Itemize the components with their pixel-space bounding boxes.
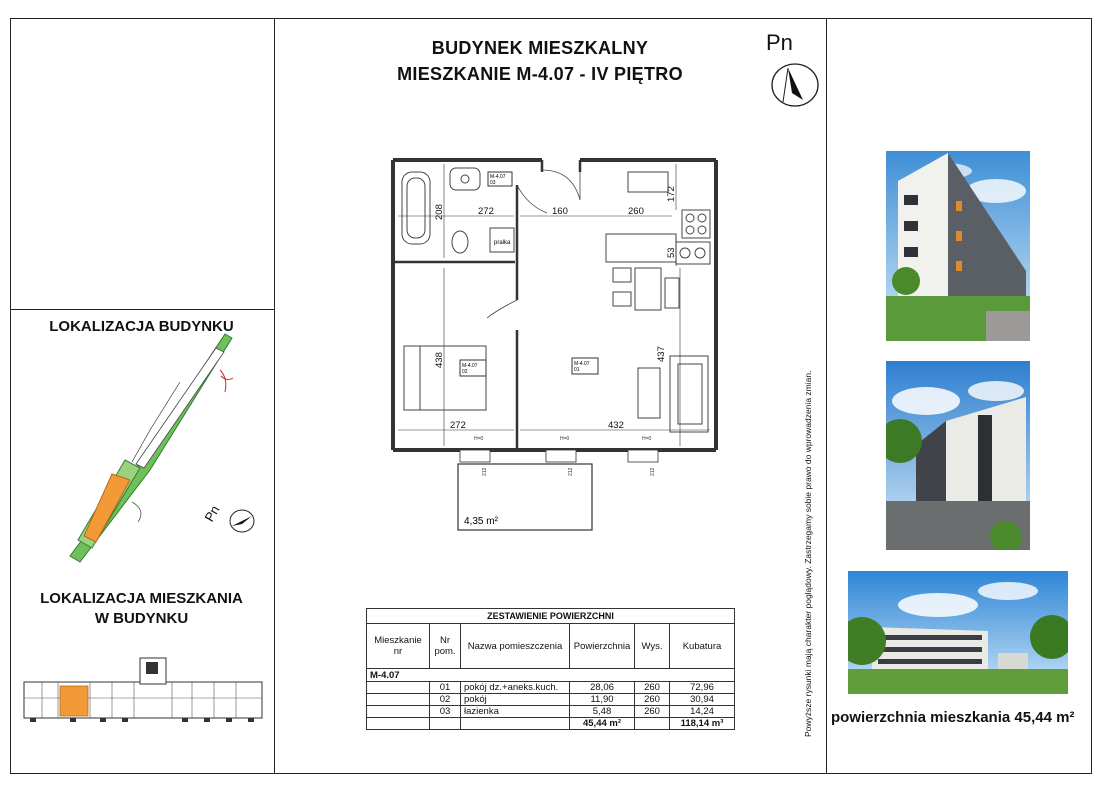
window-1-sill: H=0 bbox=[474, 436, 484, 442]
room-height: 260 bbox=[635, 682, 670, 694]
room-name: pokój bbox=[461, 694, 570, 706]
dim-bath-width: 272 bbox=[478, 206, 494, 217]
bath-room-number: 03 bbox=[490, 180, 496, 186]
table-row bbox=[367, 682, 735, 694]
total-area: 45,44 m² bbox=[570, 718, 635, 730]
bedroom-tag: M-4.07 bbox=[462, 363, 478, 369]
living-room-tag: M-4.07 bbox=[574, 361, 590, 367]
title-line-1: BUDYNEK MIESZKALNY bbox=[431, 38, 649, 58]
window-1-height: 212 bbox=[482, 467, 488, 476]
apartment-location-title-2: W BUDYNKU bbox=[94, 610, 189, 627]
site-plan-map bbox=[40, 330, 270, 580]
room-volume: 14,24 bbox=[670, 706, 735, 718]
north-arrow-icon bbox=[770, 62, 820, 108]
dim-bath-depth: 208 bbox=[434, 204, 445, 220]
dim-kitchen-width: 260 bbox=[628, 206, 644, 217]
living-room-number: 01 bbox=[574, 367, 580, 373]
bath-room-tag: M-4.07 bbox=[490, 174, 506, 180]
col-volume-header: Kubatura bbox=[670, 624, 735, 669]
bedroom-number: 02 bbox=[462, 369, 468, 375]
col-room-nr-header: Nr pom. bbox=[430, 624, 461, 669]
totals-row bbox=[367, 718, 735, 730]
room-height: 260 bbox=[635, 706, 670, 718]
right-panel-divider bbox=[826, 19, 827, 773]
building-location-title: LOKALIZACJA BUDYNKU bbox=[49, 318, 234, 335]
table-row bbox=[367, 694, 735, 706]
apartment-location-title-1: LOKALIZACJA MIESZKANIA bbox=[40, 590, 243, 607]
room-volume: 72,96 bbox=[670, 682, 735, 694]
room-nr: 01 bbox=[430, 682, 461, 694]
disclaimer-note: Powyższe rysunki mają charakter poglądowy. Zastrzegamy sobie prawo do wprowadzenia zmian. bbox=[803, 370, 813, 737]
col-room-name-header: Nazwa pomieszczenia bbox=[461, 624, 570, 669]
dim-bedroom-depth: 438 bbox=[434, 352, 445, 368]
dim-kitchen-depth: 172 bbox=[666, 186, 677, 202]
window-3-sill: H=0 bbox=[642, 436, 652, 442]
apartment-number: M-4.07 bbox=[367, 669, 735, 682]
summary-table-title: ZESTAWIENIE POWIERZCHNI bbox=[367, 609, 735, 624]
room-area: 5,48 bbox=[570, 706, 635, 718]
left-panel-divider bbox=[274, 19, 275, 773]
area-summary-table bbox=[366, 608, 735, 730]
title-line-2: MIESZKANIE M-4.07 - IV PIĘTRO bbox=[397, 64, 683, 84]
apartment-floor-plan bbox=[380, 150, 725, 535]
col-area-header: Powierzchnia bbox=[570, 624, 635, 669]
dim-living-depth: 437 bbox=[656, 346, 667, 362]
room-nr: 02 bbox=[430, 694, 461, 706]
dim-counter-depth: 53 bbox=[666, 247, 677, 258]
dim-hall-width: 160 bbox=[552, 206, 568, 217]
window-3-height: 212 bbox=[650, 467, 656, 476]
room-name: pokój dz.+aneks.kuch. bbox=[461, 682, 570, 694]
room-nr: 03 bbox=[430, 706, 461, 718]
apartment-area-caption: powierzchnia mieszkania 45,44 m² bbox=[831, 709, 1075, 726]
building-photo-3 bbox=[848, 571, 1068, 694]
building-photo-2 bbox=[886, 361, 1030, 550]
table-row bbox=[367, 706, 735, 718]
dim-living-width: 432 bbox=[608, 420, 624, 431]
room-name: łazienka bbox=[461, 706, 570, 718]
window-2-height: 212 bbox=[568, 467, 574, 476]
north-label: Pn bbox=[766, 30, 793, 55]
total-volume: 118,14 m³ bbox=[670, 718, 735, 730]
site-north-arrow-icon bbox=[228, 508, 256, 534]
room-height: 260 bbox=[635, 694, 670, 706]
window-2-sill: H=0 bbox=[560, 436, 570, 442]
room-volume: 30,94 bbox=[670, 694, 735, 706]
left-panel-separator bbox=[11, 309, 274, 310]
balcony-area: 4,35 m² bbox=[464, 516, 498, 527]
room-area: 11,90 bbox=[570, 694, 635, 706]
col-height-header: Wys. bbox=[635, 624, 670, 669]
building-floor-key-plan bbox=[22, 654, 266, 726]
building-photo-1 bbox=[886, 151, 1030, 341]
room-area: 28,06 bbox=[570, 682, 635, 694]
site-north-label: Pn bbox=[201, 502, 223, 525]
col-apartment-header: Mieszkanie nr bbox=[367, 624, 430, 669]
laundry-label: pralka bbox=[494, 240, 511, 246]
dim-bedroom-width: 272 bbox=[450, 420, 466, 431]
